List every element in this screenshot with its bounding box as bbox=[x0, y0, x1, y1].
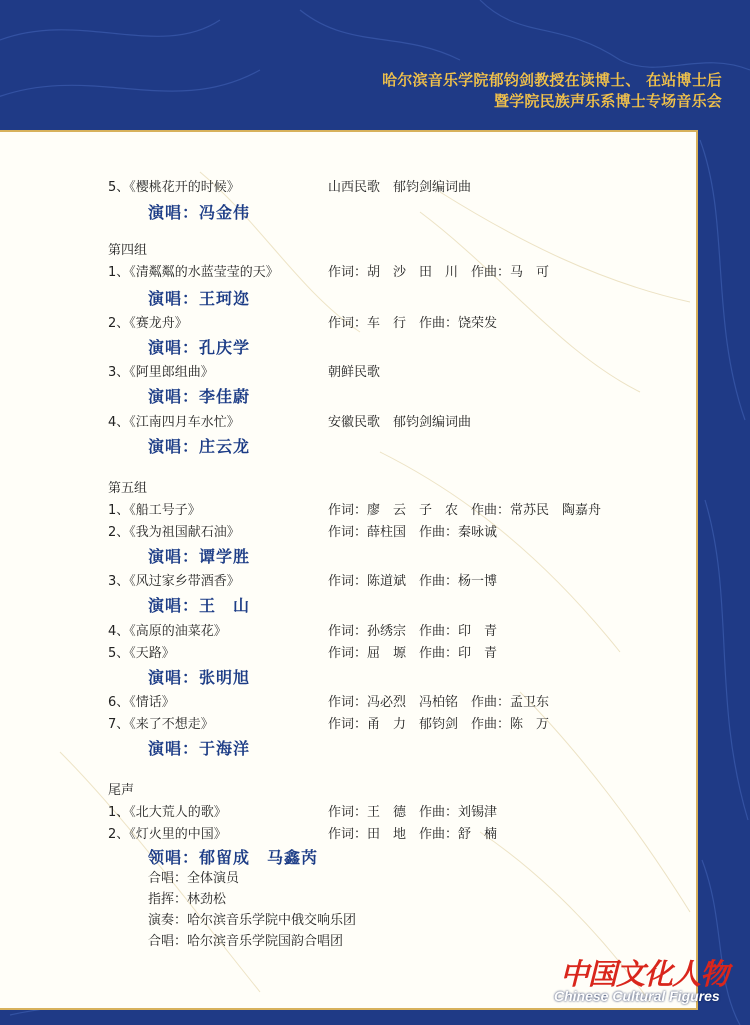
program-item bbox=[108, 365, 381, 381]
song-title: 3、《阿里郎组曲》 bbox=[108, 365, 214, 380]
song-credit: 作词：车 行 作曲：饶荣发 bbox=[328, 316, 498, 331]
song-title: 5、《天路》 bbox=[108, 646, 175, 661]
program-item bbox=[108, 574, 498, 590]
program-item bbox=[108, 646, 498, 662]
singer-label: 演唱：孔庆学 bbox=[148, 338, 251, 357]
choir-label: 合唱：哈尔滨音乐学院国韵合唱团 bbox=[148, 934, 344, 949]
song-title: 1、《清粼粼的水蓝莹莹的天》 bbox=[108, 265, 279, 280]
song-credit: 作词：甬 力 郁钧剑 作曲：陈 万 bbox=[328, 717, 550, 732]
program-item bbox=[108, 415, 472, 431]
song-title: 2、《我为祖国献石油》 bbox=[108, 525, 240, 540]
singer-label: 演唱：于海洋 bbox=[148, 739, 251, 758]
logo-cn-text: 中国文化人物 bbox=[560, 957, 729, 991]
program-item bbox=[108, 316, 498, 332]
song-title: 5、《樱桃花开的时候》 bbox=[108, 180, 240, 195]
song-credit: 朝鲜民歌 bbox=[328, 365, 381, 380]
song-credit: 作词：陈道斌 作曲：杨一博 bbox=[328, 574, 498, 589]
singer-label: 演唱：庄云龙 bbox=[148, 437, 251, 456]
group-title-4: 第四组 bbox=[108, 243, 148, 258]
concert-header bbox=[382, 70, 722, 112]
song-title: 7、《来了不想走》 bbox=[108, 717, 214, 732]
program-panel bbox=[0, 130, 698, 1010]
program-item bbox=[108, 695, 550, 711]
singer-label: 演唱：冯金伟 bbox=[148, 203, 251, 222]
lead-singer-label: 领唱：郁留成 马鑫芮 bbox=[148, 848, 319, 867]
chorus-label: 合唱：全体演员 bbox=[148, 871, 240, 886]
program-item bbox=[108, 525, 498, 541]
program-item bbox=[108, 805, 498, 821]
header-title-line1: 哈尔滨音乐学院郁钧剑教授在读博士、 在站博士后 bbox=[382, 71, 722, 89]
logo-en-text: Chinese Cultural Figures bbox=[554, 988, 720, 1004]
singer-label: 演唱：张明旭 bbox=[148, 668, 251, 687]
song-credit: 作词：胡 沙 田 川 作曲：马 可 bbox=[328, 265, 550, 280]
song-title: 4、《高原的油菜花》 bbox=[108, 624, 227, 639]
song-credit: 作词：王 德 作曲：刘锡津 bbox=[328, 805, 498, 820]
program-item bbox=[108, 827, 498, 843]
song-credit: 安徽民歌 郁钧剑编词曲 bbox=[328, 415, 472, 430]
program-item bbox=[108, 503, 602, 519]
singer-label: 演唱：谭学胜 bbox=[148, 547, 251, 566]
song-title: 3、《风过家乡带酒香》 bbox=[108, 574, 240, 589]
program-item bbox=[108, 265, 550, 281]
song-title: 6、《情话》 bbox=[108, 695, 175, 710]
song-credit: 作词：冯必烈 冯柏铭 作曲：孟卫东 bbox=[328, 695, 550, 710]
song-credit: 作词：廖 云 子 农 作曲：常苏民 陶嘉舟 bbox=[328, 503, 602, 518]
singer-label: 演唱：王 山 bbox=[148, 596, 251, 615]
orchestra-label: 演奏：哈尔滨音乐学院中俄交响乐团 bbox=[148, 913, 357, 928]
singer-label: 演唱：李佳蔚 bbox=[148, 387, 251, 406]
song-credit: 作词：田 地 作曲：舒 楠 bbox=[328, 827, 498, 842]
song-title: 1、《船工号子》 bbox=[108, 503, 201, 518]
song-title: 2、《灯火里的中国》 bbox=[108, 827, 227, 842]
song-title: 2、《赛龙舟》 bbox=[108, 316, 188, 331]
header-title-line2: 暨学院民族声乐系博士专场音乐会 bbox=[493, 92, 722, 110]
chinese-cultural-figures-logo bbox=[554, 952, 729, 1012]
song-title: 1、《北大荒人的歌》 bbox=[108, 805, 227, 820]
program-item bbox=[108, 624, 498, 640]
song-credit: 作词：薛柱国 作曲：秦咏诚 bbox=[328, 525, 498, 540]
song-credit: 作词：屈 塬 作曲：印 青 bbox=[328, 646, 498, 661]
singer-label: 演唱：王珂迩 bbox=[148, 289, 251, 308]
panel-floral-watermark bbox=[0, 132, 698, 1010]
song-credit: 山西民歌 郁钧剑编词曲 bbox=[328, 180, 472, 195]
program-item bbox=[108, 717, 550, 733]
group-title-5: 第五组 bbox=[108, 481, 148, 496]
group-title-finale: 尾声 bbox=[108, 783, 135, 798]
conductor-label: 指挥：林劲松 bbox=[148, 892, 227, 907]
song-credit: 作词：孙绣宗 作曲：印 青 bbox=[328, 624, 498, 639]
song-title: 4、《江南四月车水忙》 bbox=[108, 415, 240, 430]
program-item bbox=[108, 180, 472, 196]
